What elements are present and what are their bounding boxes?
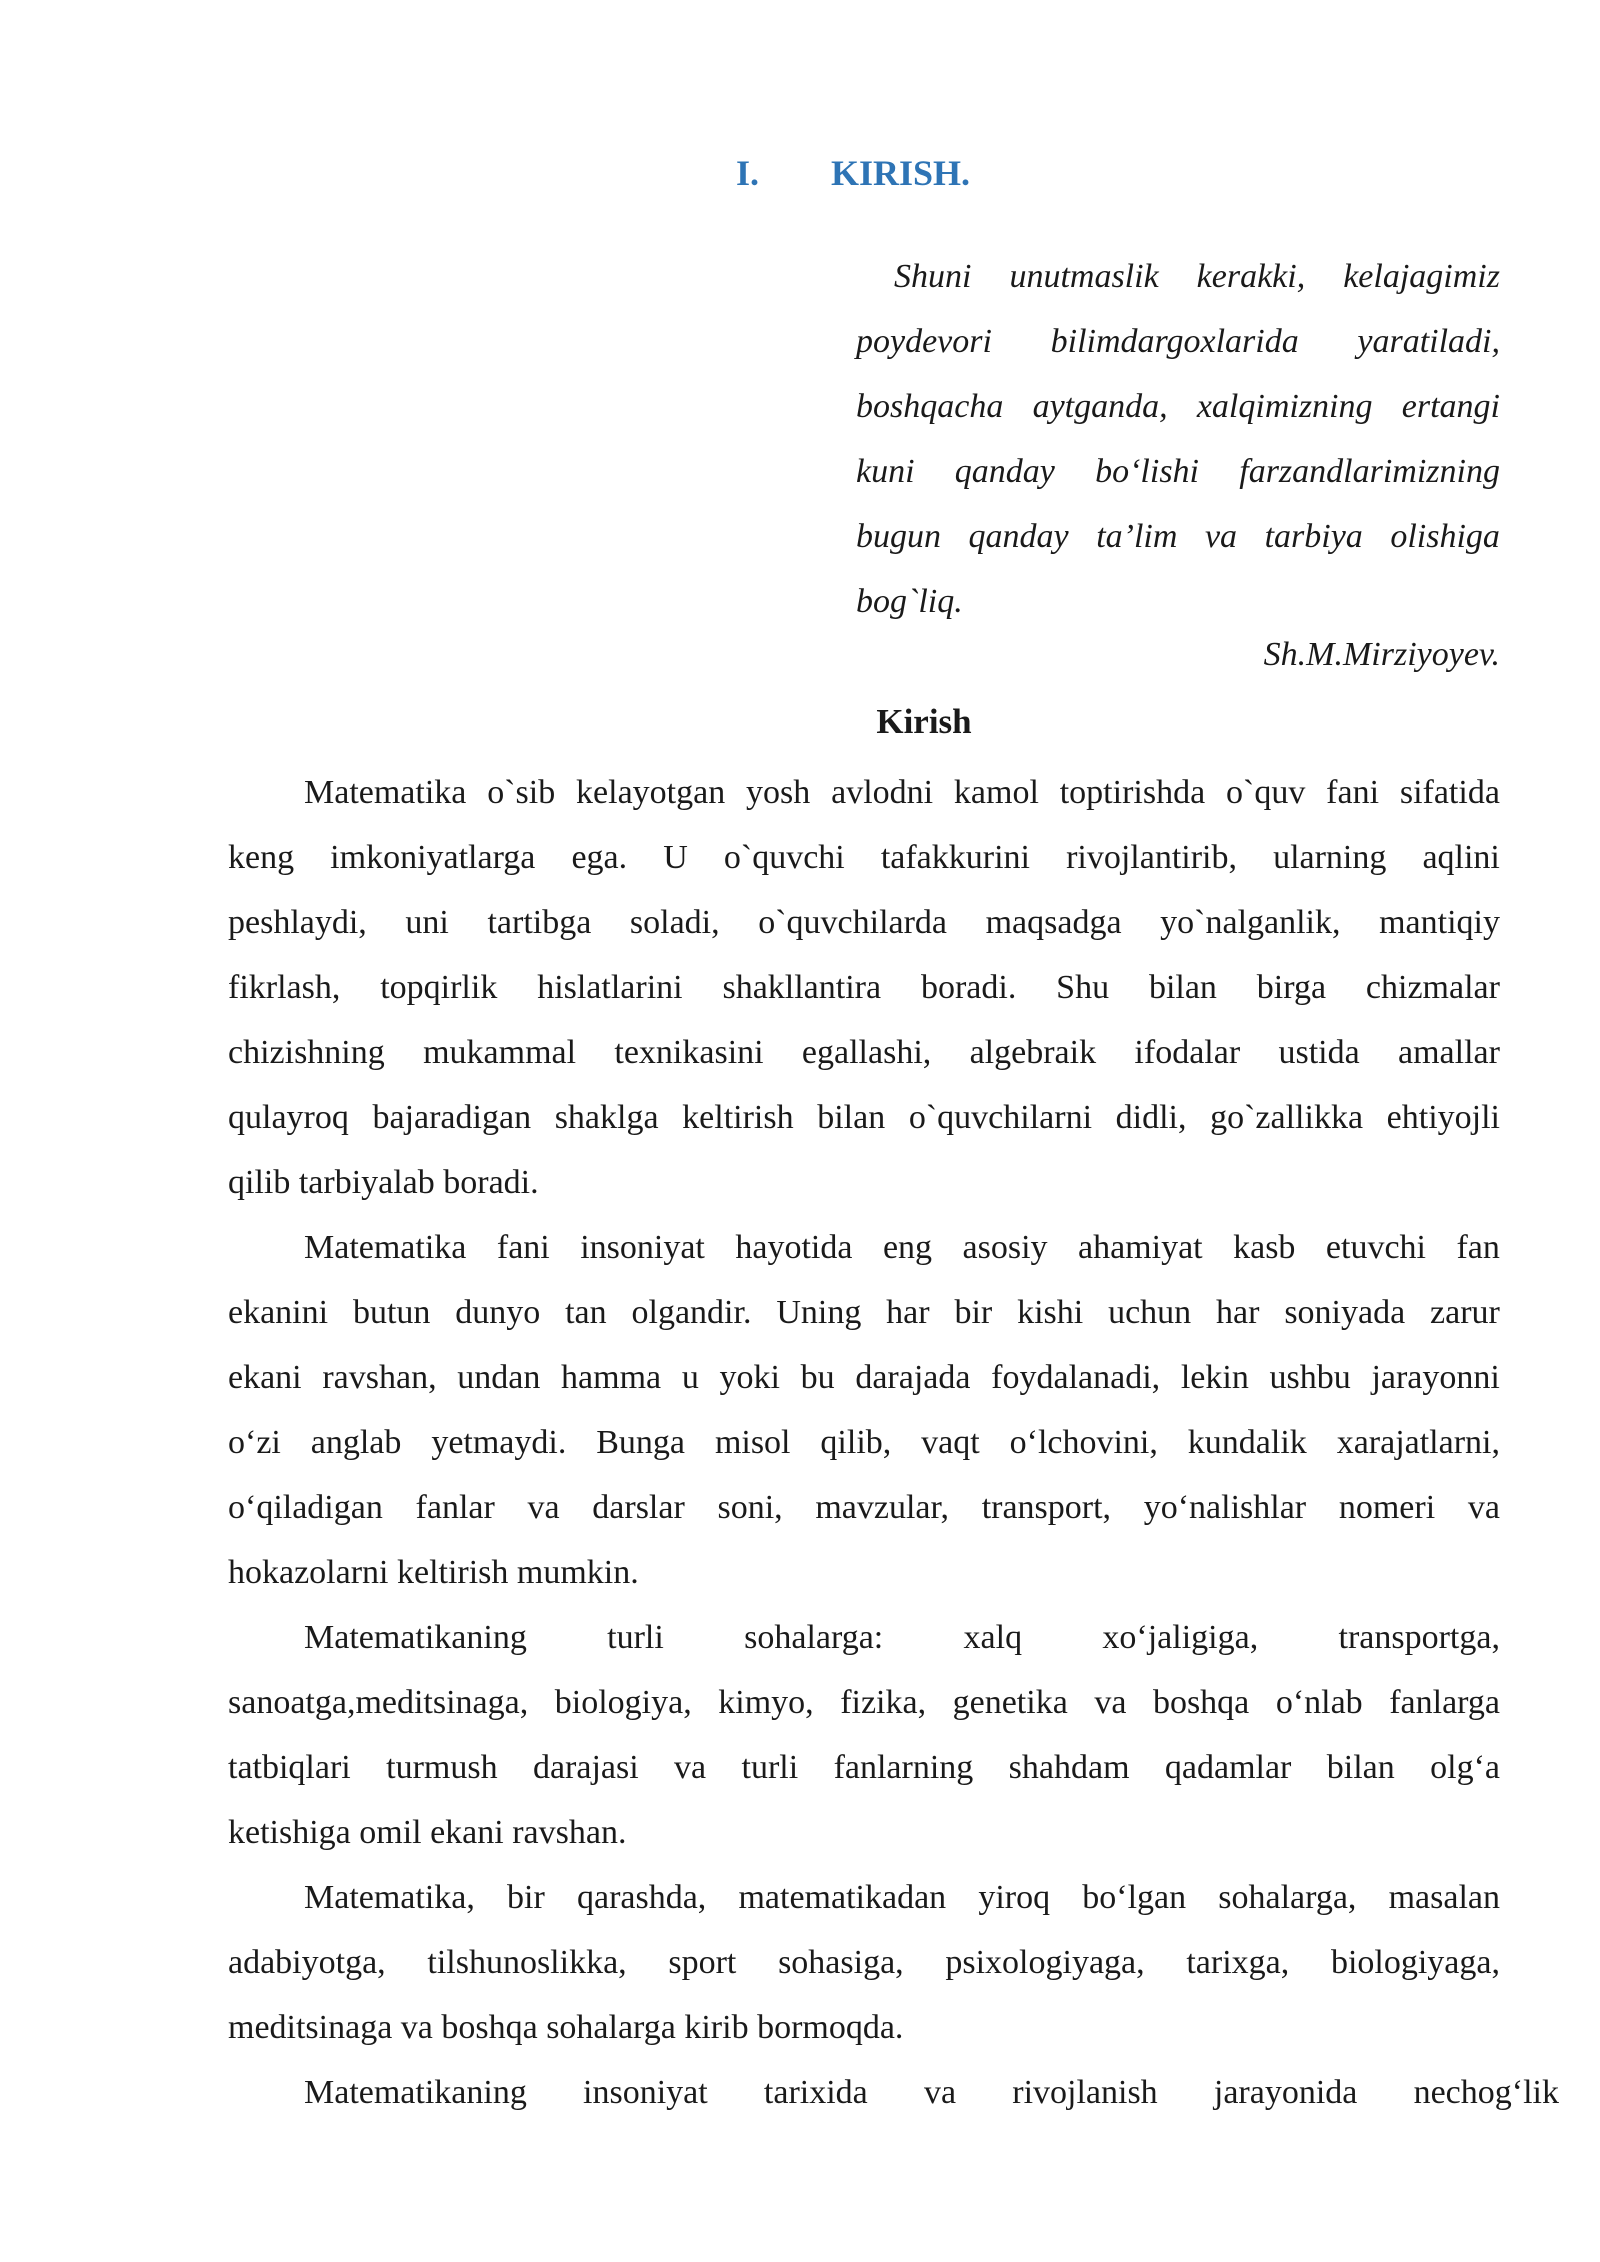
paragraph-word: o‘qiladigan: [228, 1489, 383, 1526]
paragraph-word: qadamlar: [1164, 1749, 1292, 1786]
paragraph-word: va: [1094, 1684, 1127, 1721]
epigraph-word: bo‘lishi: [1095, 453, 1200, 490]
paragraph-word: bo‘lgan: [1082, 1879, 1187, 1916]
paragraph-line: [228, 1215, 1500, 1280]
paragraph-word: va: [1467, 1489, 1500, 1526]
paragraph-word: bu: [800, 1359, 835, 1396]
paragraph-word: bilan: [817, 1099, 886, 1136]
paragraph-word: maqsadga: [985, 904, 1122, 941]
paragraph-word: nechog‘lik: [1413, 2074, 1559, 2111]
paragraph-word: meditsinaga va boshqa sohalarga kirib bormoqda.: [228, 2009, 904, 2046]
paragraph-word: sifatida: [1399, 774, 1500, 811]
paragraph-word: ega.: [571, 839, 628, 876]
epigraph-line: [856, 439, 1500, 504]
epigraph-word: bog`liq.: [856, 583, 963, 620]
paragraph-word: o‘lchovini,: [1009, 1424, 1158, 1461]
epigraph-word: bugun: [856, 518, 941, 555]
epigraph-word: farzandlarimizning: [1239, 453, 1500, 490]
paragraph-word: xalq: [963, 1619, 1023, 1656]
paragraph-word: shaklga: [554, 1099, 659, 1136]
paragraph: [228, 2060, 1559, 2125]
paragraph-word: foydalanadi,: [991, 1359, 1161, 1396]
paragraph-word: o`quv: [1226, 774, 1306, 811]
paragraph-word: bir: [954, 1294, 993, 1331]
epigraph-word: xalqimizning: [1196, 388, 1373, 425]
paragraph-word: matematikadan: [738, 1879, 947, 1916]
paragraph-word: o‘nlab: [1275, 1684, 1363, 1721]
paragraph-word: sanoatga,meditsinaga,: [228, 1684, 529, 1721]
paragraph: [228, 1215, 1500, 1605]
paragraph-word: avlodni: [831, 774, 934, 811]
paragraph-word: go`zallikka: [1210, 1099, 1364, 1136]
paragraph-word: hayotida: [735, 1229, 853, 1266]
paragraph-line: [228, 1085, 1500, 1150]
paragraph-word: darajasi: [532, 1749, 639, 1786]
paragraph-word: Shu: [1056, 969, 1110, 1006]
epigraph-line: [856, 244, 1500, 309]
paragraph-word: Matematika,: [304, 1879, 475, 1916]
paragraph-line: [228, 825, 1500, 890]
paragraph-word: turmush: [386, 1749, 498, 1786]
epigraph-line: [856, 374, 1500, 439]
paragraph-word: ekanini: [228, 1294, 329, 1331]
paragraph-line: [228, 1605, 1500, 1670]
epigraph-line: [856, 569, 1500, 634]
body-text: [228, 760, 1559, 2125]
paragraph-word: xo‘jaligiga,: [1102, 1619, 1259, 1656]
paragraph-word: misol: [714, 1424, 791, 1461]
epigraph-word: Shuni: [894, 258, 972, 295]
paragraph-word: xarajatlarni,: [1336, 1424, 1500, 1461]
paragraph-word: kishi: [1017, 1294, 1084, 1331]
paragraph-word: va: [923, 2074, 957, 2111]
paragraph-line: [228, 1020, 1500, 1085]
paragraph-word: dunyo: [455, 1294, 541, 1331]
paragraph-line: [228, 1150, 1500, 1215]
paragraph-word: genetika: [952, 1684, 1068, 1721]
epigraph-word: kelajagimiz: [1343, 258, 1500, 295]
paragraph-word: olg‘a: [1430, 1749, 1500, 1786]
paragraph-line: [228, 1930, 1500, 1995]
paragraph-word: Bunga: [596, 1424, 686, 1461]
paragraph-line: [228, 2060, 1559, 2125]
paragraph-word: har: [886, 1294, 930, 1331]
epigraph-word: kerakki,: [1196, 258, 1306, 295]
paragraph-word: nomeri: [1338, 1489, 1436, 1526]
epigraph-word: bilimdargoxlarida: [1050, 323, 1299, 360]
paragraph-word: fizika,: [840, 1684, 927, 1721]
epigraph-word: boshqacha: [856, 388, 1004, 425]
paragraph-word: qulayroq: [228, 1099, 349, 1136]
paragraph-word: peshlaydi,: [228, 904, 367, 941]
paragraph-word: yiroq: [978, 1879, 1051, 1916]
paragraph-word: soni,: [717, 1489, 783, 1526]
paragraph-word: texnikasini: [614, 1034, 764, 1071]
epigraph-line: [856, 309, 1500, 374]
paragraph-word: o`quvchilarni: [908, 1099, 1093, 1136]
paragraph-word: masalan: [1388, 1879, 1500, 1916]
paragraph-word: jarayonida: [1213, 2074, 1358, 2111]
paragraph-word: kimyo,: [718, 1684, 814, 1721]
paragraph-word: boshqa: [1152, 1684, 1250, 1721]
paragraph-word: qilib,: [820, 1424, 892, 1461]
paragraph-word: eng: [882, 1229, 933, 1266]
epigraph-line: [856, 504, 1500, 569]
paragraph-word: hamma: [561, 1359, 662, 1396]
section-number: I.: [736, 153, 760, 193]
paragraph-word: rivojlanish: [1012, 2074, 1158, 2111]
paragraph-word: hislatlarini: [537, 969, 683, 1006]
paragraph-word: sohalarga,: [1218, 1879, 1357, 1916]
paragraph-word: anglab: [310, 1424, 402, 1461]
paragraph-word: soladi,: [629, 904, 720, 941]
paragraph-word: o`quvchilarda: [758, 904, 948, 941]
paragraph-word: qarashda,: [576, 1879, 707, 1916]
epigraph-word: kuni: [856, 453, 915, 490]
paragraph-word: yetmaydi.: [431, 1424, 567, 1461]
paragraph-word: yoki: [719, 1359, 780, 1396]
paragraph-word: Uning: [776, 1294, 862, 1331]
paragraph-line: [228, 1800, 1500, 1865]
paragraph-word: tilshunoslikka,: [427, 1944, 627, 1981]
paragraph-word: etuvchi: [1325, 1229, 1426, 1266]
epigraph-word: unutmaslik: [1009, 258, 1159, 295]
paragraph-line: [228, 1865, 1500, 1930]
paragraph: [228, 760, 1500, 1215]
paragraph-word: algebraik: [969, 1034, 1097, 1071]
paragraph-word: darajada: [855, 1359, 971, 1396]
paragraph-word: imkoniyatlarga: [330, 839, 536, 876]
paragraph-word: sohasiga,: [778, 1944, 904, 1981]
paragraph-word: Matematika: [304, 1229, 467, 1266]
paragraph: [228, 1605, 1500, 1865]
paragraph-word: turli: [741, 1749, 799, 1786]
epigraph-quote: [856, 244, 1500, 634]
paragraph-word: olgandir.: [631, 1294, 752, 1331]
paragraph-word: shakllantira: [722, 969, 882, 1006]
paragraph-word: kelayotgan: [576, 774, 726, 811]
section-title: KIRISH.: [831, 153, 971, 193]
paragraph-word: va: [527, 1489, 560, 1526]
paragraph-word: bilan: [1326, 1749, 1395, 1786]
paragraph-word: fanlar: [415, 1489, 495, 1526]
paragraph-word: tan: [565, 1294, 607, 1331]
paragraph-word: transportga,: [1338, 1619, 1500, 1656]
paragraph-word: ustida: [1278, 1034, 1360, 1071]
paragraph-line: [228, 1475, 1500, 1540]
paragraph-word: insoniyat: [580, 1229, 705, 1266]
paragraph-word: fani: [1326, 774, 1380, 811]
paragraph-word: fanlarning: [833, 1749, 974, 1786]
epigraph-word: qanday: [968, 518, 1069, 555]
paragraph-word: ravshan,: [322, 1359, 437, 1396]
paragraph-word: amallar: [1398, 1034, 1500, 1071]
paragraph-word: yo`nalganlik,: [1160, 904, 1341, 941]
paragraph-word: ketishiga omil ekani ravshan.: [228, 1814, 627, 1851]
paragraph-line: [228, 890, 1500, 955]
paragraph-word: zarur: [1430, 1294, 1500, 1331]
paragraph-word: ehtiyojli: [1386, 1099, 1500, 1136]
subheading: Kirish: [876, 702, 972, 741]
paragraph-word: ahamiyat: [1078, 1229, 1203, 1266]
paragraph-word: o‘zi: [228, 1424, 281, 1461]
paragraph-word: kamol: [953, 774, 1039, 811]
paragraph-word: sport: [668, 1944, 737, 1981]
paragraph-line: [228, 1345, 1500, 1410]
paragraph-word: keng: [228, 839, 295, 876]
paragraph-word: biologiyaga,: [1330, 1944, 1500, 1981]
paragraph-word: ushbu: [1269, 1359, 1351, 1396]
paragraph-word: fan: [1456, 1229, 1500, 1266]
paragraph-line: [228, 1540, 1500, 1605]
paragraph-word: vaqt: [921, 1424, 980, 1461]
paragraph-word: uni: [405, 904, 449, 941]
paragraph-word: bilan: [1148, 969, 1217, 1006]
paragraph-word: birga: [1256, 969, 1327, 1006]
paragraph-word: qilib tarbiyalab boradi.: [228, 1164, 539, 1201]
epigraph-word: qanday: [954, 453, 1055, 490]
epigraph-author: Sh.M.Mirziyoyev.: [1263, 636, 1500, 673]
epigraph-word: olishiga: [1390, 518, 1500, 555]
paragraph-word: psixologiyaga,: [945, 1944, 1145, 1981]
epigraph-word: ta’lim: [1096, 518, 1178, 555]
paragraph-word: topqirlik: [380, 969, 498, 1006]
paragraph-word: asosiy: [962, 1229, 1048, 1266]
paragraph-word: tatbiqlari: [228, 1749, 351, 1786]
paragraph-word: lekin: [1180, 1359, 1249, 1396]
paragraph-word: Matematikaning: [304, 1619, 527, 1656]
paragraph-line: [228, 1995, 1500, 2060]
paragraph-word: boradi.: [920, 969, 1017, 1006]
paragraph-word: o`sib: [487, 774, 556, 811]
paragraph-word: mukammal: [423, 1034, 577, 1071]
epigraph-word: poydevori: [856, 323, 992, 360]
paragraph-word: sohalarga:: [744, 1619, 884, 1656]
paragraph-word: butun: [352, 1294, 431, 1331]
paragraph-word: u: [681, 1359, 699, 1396]
paragraph-word: bajaradigan: [372, 1099, 532, 1136]
paragraph-word: uchun: [1108, 1294, 1192, 1331]
paragraph-line: [228, 1670, 1500, 1735]
epigraph-word: va: [1204, 518, 1238, 555]
paragraph-word: kasb: [1233, 1229, 1296, 1266]
paragraph-word: kundalik: [1187, 1424, 1307, 1461]
paragraph-word: tarixga,: [1186, 1944, 1290, 1981]
epigraph-word: aytganda,: [1032, 388, 1168, 425]
paragraph-line: [228, 955, 1500, 1020]
paragraph-word: tafakkurini: [880, 839, 1030, 876]
paragraph-word: fanlarga: [1389, 1684, 1500, 1721]
paragraph-word: rivojlantirib,: [1066, 839, 1237, 876]
epigraph-word: tarbiya: [1264, 518, 1363, 555]
paragraph-word: darslar: [592, 1489, 685, 1526]
paragraph: [228, 1865, 1500, 2060]
paragraph-word: insoniyat: [583, 2074, 708, 2111]
paragraph-word: Matematikaning: [304, 2074, 527, 2111]
paragraph-word: hokazolarni keltirish mumkin.: [228, 1554, 639, 1591]
paragraph-word: chizishning: [228, 1034, 385, 1071]
paragraph-word: adabiyotga,: [228, 1944, 386, 1981]
paragraph-line: [228, 760, 1500, 825]
paragraph-word: jarayonni: [1371, 1359, 1500, 1396]
paragraph-word: ularning: [1273, 839, 1387, 876]
paragraph-word: tarixida: [763, 2074, 868, 2111]
epigraph-word: yaratiladi,: [1357, 323, 1500, 360]
paragraph-word: har: [1216, 1294, 1260, 1331]
paragraph-line: [228, 1280, 1500, 1345]
paragraph-word: fani: [496, 1229, 550, 1266]
paragraph-word: keltirish: [682, 1099, 794, 1136]
paragraph-word: va: [674, 1749, 707, 1786]
paragraph-word: o`quvchi: [723, 839, 845, 876]
epigraph-word: ertangi: [1401, 388, 1500, 425]
paragraph-word: chizmalar: [1365, 969, 1500, 1006]
paragraph-word: yo‘nalishlar: [1143, 1489, 1307, 1526]
paragraph-word: didli,: [1115, 1099, 1187, 1136]
paragraph-line: [228, 1410, 1500, 1475]
paragraph-word: fikrlash,: [228, 969, 341, 1006]
paragraph-word: aqlini: [1422, 839, 1500, 876]
paragraph-word: U: [663, 839, 688, 876]
paragraph-word: egallashi,: [801, 1034, 932, 1071]
paragraph-word: ifodalar: [1134, 1034, 1241, 1071]
paragraph-word: biologiya,: [554, 1684, 692, 1721]
paragraph-word: tartibga: [487, 904, 592, 941]
paragraph-word: mavzular,: [815, 1489, 949, 1526]
paragraph-word: shahdam: [1008, 1749, 1130, 1786]
paragraph-word: ekani: [228, 1359, 302, 1396]
paragraph-word: undan: [457, 1359, 541, 1396]
paragraph-word: toptirishda: [1059, 774, 1206, 811]
paragraph-word: transport,: [981, 1489, 1112, 1526]
paragraph-word: bir: [507, 1879, 545, 1916]
paragraph-word: soniyada: [1284, 1294, 1406, 1331]
paragraph-line: [228, 1735, 1500, 1800]
paragraph-word: turli: [607, 1619, 664, 1656]
paragraph-word: yosh: [746, 774, 811, 811]
paragraph-word: mantiqiy: [1379, 904, 1500, 941]
paragraph-word: Matematika: [304, 774, 467, 811]
